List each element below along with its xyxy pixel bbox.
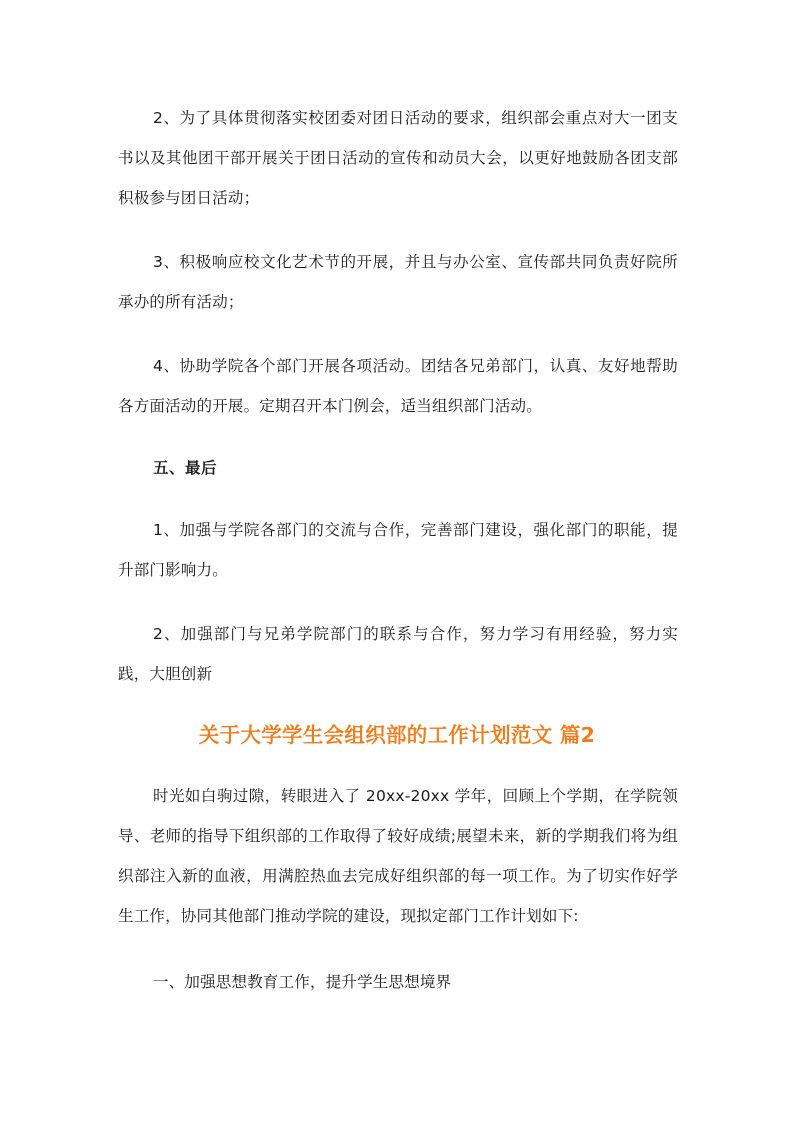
paragraph-item-3: 3、积极响应校文化艺术节的开展，并且与办公室、宣传部共同负责好院所承办的所有活动；	[118, 253, 678, 311]
section-heading: 五、最后	[153, 459, 218, 477]
paragraph-item-4: 4、协助学院各个部门开展各项活动。团结各兄弟部门，认真、友好地帮助各方面活动的开展。定期召开本门例会，适当组织部门活动。	[118, 357, 678, 415]
intro-paragraph: 时光如白驹过隙，转眼进入了 20xx-20xx 学年，回顾上个学期，在学院领导、老师的指导下组织部的工作取得了较好成绩;展望未来，新的学期我们将为组织部注入新的血液，用满腔热血去完成好组织部的每一项工作。为了切实作好学生工作，协同其他部门推动学院的建设，现拟定部门工作计划如下:	[118, 787, 678, 925]
article-title: 关于大学学生会组织部的工作计划范文 篇2	[198, 723, 596, 747]
paragraph-item-2: 2、为了具体贯彻落实校团委对团日活动的要求，组织部会重点对大一团支书以及其他团干部开展关于团日活动的宣传和动员大会，以更好地鼓励各团支部积极参与团日活动；	[118, 109, 678, 207]
subheading: 一、加强思想教育工作，提升学生思想境界	[153, 973, 452, 991]
final-item-2: 2、加强部门与兄弟学院部门的联系与合作，努力学习有用经验，努力实践，大胆创新	[118, 625, 678, 683]
final-item-1: 1、加强与学院各部门的交流与合作，完善部门建设，强化部门的职能，提升部门影响力。	[118, 521, 678, 579]
